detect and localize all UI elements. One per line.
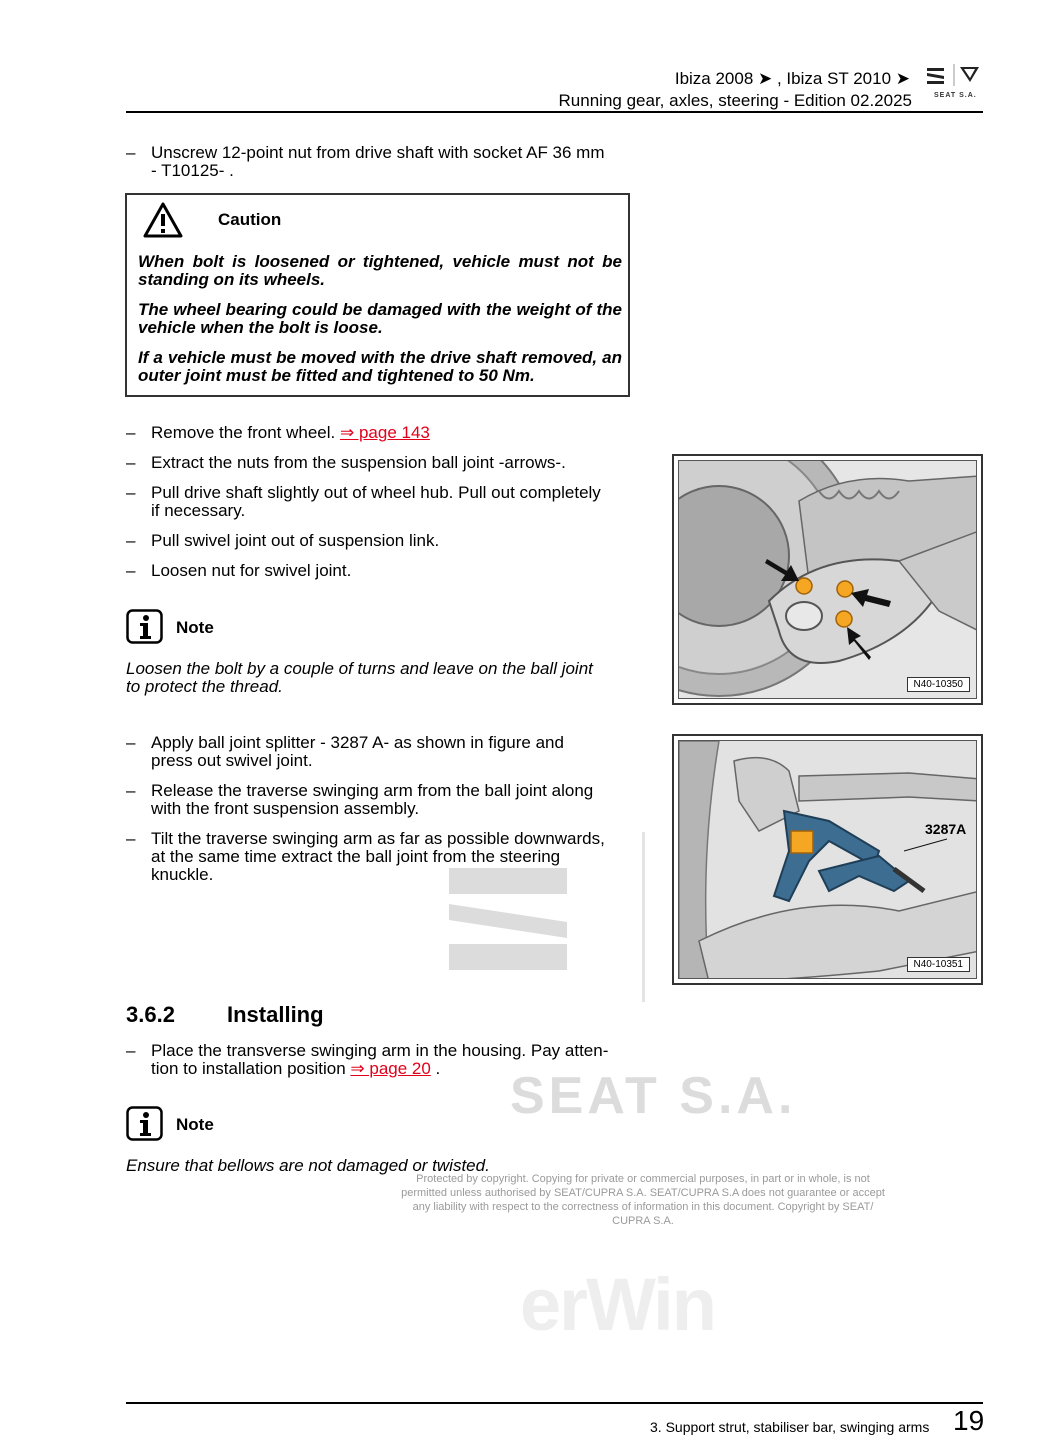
list-item: – Release the traverse swinging arm from the ball joint along with the front suspension assembly. bbox=[126, 781, 594, 818]
note-title: Note bbox=[176, 618, 214, 637]
list-item: – Unscrew 12-point nut from drive shaft with socket AF 36 mm - T10125- . bbox=[126, 143, 605, 180]
header-title-line: Running gear, axles, steering - Edition 02.2025 bbox=[558, 91, 912, 110]
suspension-illustration bbox=[679, 461, 977, 699]
seat-watermark-logo-icon bbox=[447, 866, 569, 972]
watermark-divider bbox=[642, 832, 645, 1002]
list-item: – Pull drive shaft slightly out of wheel hub. Pull out completely if necessary. bbox=[126, 483, 601, 520]
info-icon bbox=[126, 609, 163, 644]
warning-triangle-icon bbox=[143, 202, 183, 238]
footer-chapter: 3. Support strut, stabiliser bar, swinging arms bbox=[650, 1419, 930, 1435]
list-item: – Loosen nut for swivel joint. bbox=[126, 561, 352, 580]
splitter-illustration bbox=[679, 741, 977, 979]
header-model-line: Ibiza 2008 ➤ , Ibiza ST 2010 ➤ bbox=[674, 69, 910, 88]
cupra-logo-icon bbox=[960, 67, 979, 82]
watermark-brand: SEAT S.A. bbox=[510, 1067, 797, 1125]
note-text: Loosen the bolt by a couple of turns and leave on the ball joint bbox=[126, 659, 593, 678]
list-item: – Extract the nuts from the suspension ball joint -arrows-. bbox=[126, 453, 566, 472]
list-item: – Apply ball joint splitter - 3287 A- as shown in figure and press out swivel joint. bbox=[126, 733, 564, 770]
caution-title: Caution bbox=[218, 210, 282, 229]
header-logo bbox=[924, 62, 984, 102]
section-number: 3.6.2 bbox=[126, 1002, 175, 1027]
header-brand-label: SEAT S.A. bbox=[934, 92, 977, 99]
figure-ball-joint-nuts bbox=[672, 454, 983, 705]
page-number: 19 bbox=[953, 1405, 985, 1436]
footer-rule bbox=[126, 1402, 983, 1404]
page-link[interactable]: ⇒ page 143 bbox=[339, 423, 430, 442]
list-item: – Place the transverse swinging arm in the housing. Pay atten- tion to installation position ⇒ page 20 . bbox=[126, 1041, 609, 1078]
tool-label: 3287A bbox=[925, 821, 967, 837]
copyright-notice: Protected by copyright. Copying for private or commercial purposes, in part or in whole, is not permitted unless authorised by SEAT/CUPRA S.A. SEAT/CUPRA S.A does not guarantee or accept any liability with respect to the correctness of information in this document. Copyright by SEAT/ CUPRA S.A. bbox=[401, 1173, 885, 1227]
note-title: Note bbox=[176, 1115, 214, 1134]
note-text: to protect the thread. bbox=[126, 677, 283, 696]
caution-box bbox=[125, 193, 630, 397]
section-title: Installing bbox=[227, 1002, 324, 1027]
figure-label: N40-10350 bbox=[907, 677, 970, 692]
info-icon bbox=[126, 1106, 163, 1141]
figure-label: N40-10351 bbox=[907, 957, 970, 972]
caution-paragraph: If a vehicle must be moved with the drive shaft removed, an outer joint must be fitted and tightened to 50 Nm. bbox=[138, 348, 622, 385]
erwin-watermark: erWin bbox=[520, 1263, 715, 1346]
caution-paragraph: The wheel bearing could be damaged with the weight of the vehicle when the bolt is loose. bbox=[138, 300, 622, 337]
page-link[interactable]: ⇒ page 20 bbox=[350, 1059, 431, 1078]
list-item: – Pull swivel joint out of suspension link. bbox=[126, 531, 440, 550]
seat-s-logo-icon bbox=[924, 62, 984, 88]
header-rule bbox=[126, 111, 983, 113]
figure-ball-joint-splitter bbox=[672, 734, 983, 985]
note-text: Ensure that bellows are not damaged or twisted. bbox=[126, 1156, 490, 1175]
list-item: – Remove the front wheel. ⇒ page 143 bbox=[126, 423, 430, 442]
list-item: – Tilt the traverse swinging arm as far as possible downwards, at the same time extract the ball joint from the steering knuckle. bbox=[126, 829, 605, 884]
caution-paragraph: When bolt is loosened or tightened, vehicle must not be standing on its wheels. bbox=[138, 252, 622, 289]
